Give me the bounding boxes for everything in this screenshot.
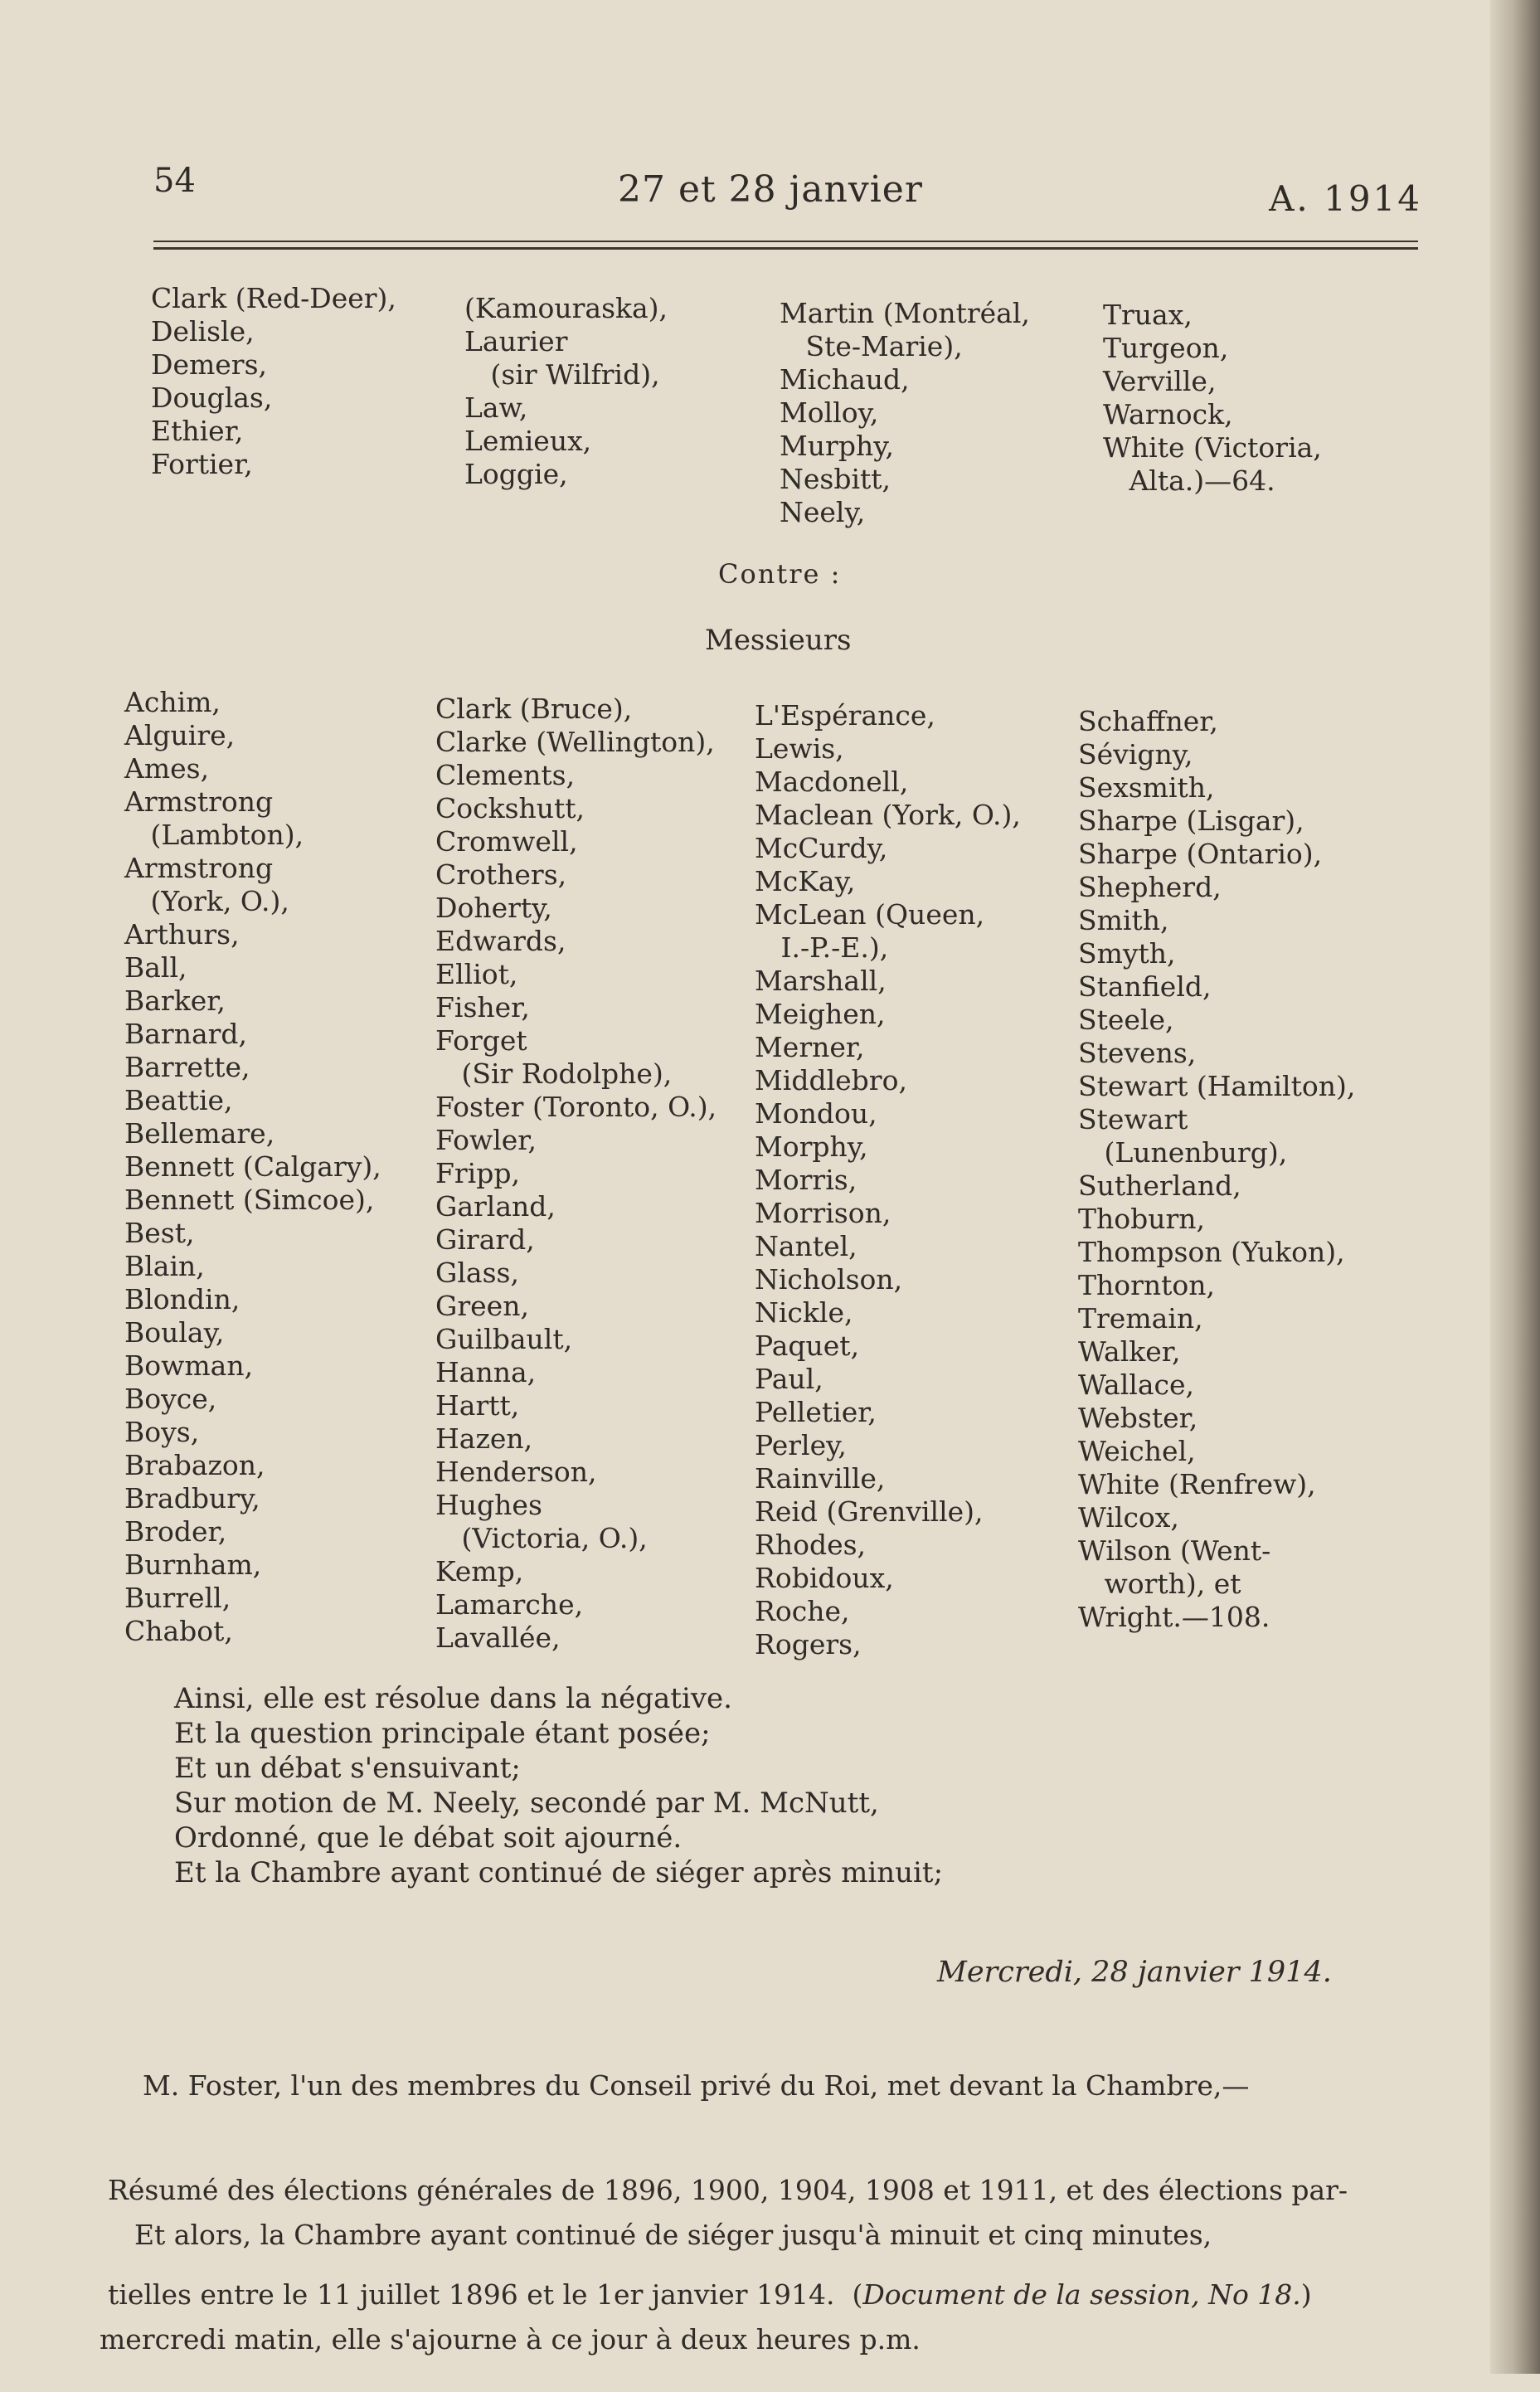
list-item: Verville, bbox=[1103, 365, 1217, 397]
list-item: Weichel, bbox=[1078, 1435, 1196, 1467]
list-item: Blondin, bbox=[124, 1283, 240, 1315]
pour-column-2 bbox=[464, 292, 668, 491]
list-item: Armstrong bbox=[124, 785, 274, 818]
list-item: Smyth, bbox=[1078, 937, 1176, 970]
list-item: Nicholson, bbox=[755, 1263, 903, 1296]
list-item: Molloy, bbox=[780, 396, 879, 429]
list-item: Sévigny, bbox=[1078, 738, 1193, 771]
list-item: White (Renfrew), bbox=[1078, 1468, 1316, 1500]
list-item: Perley, bbox=[755, 1429, 847, 1461]
list-item: Delisle, bbox=[151, 315, 255, 348]
list-item: Marshall, bbox=[755, 965, 887, 997]
list-item: Nesbitt, bbox=[780, 463, 891, 495]
list-item: Kemp, bbox=[435, 1555, 524, 1587]
messieurs-subheading: Messieurs bbox=[705, 624, 852, 657]
list-item: Thompson (Yukon), bbox=[1078, 1236, 1345, 1268]
list-item: Michaud, bbox=[780, 363, 910, 396]
list-item: Lamarche, bbox=[435, 1588, 584, 1621]
list-item: Alguire, bbox=[124, 719, 236, 751]
list-item: Clements, bbox=[435, 759, 576, 791]
list-item: Et un débat s'ensuivant; bbox=[174, 1752, 521, 1785]
year-label: A. 1914 bbox=[1269, 178, 1422, 219]
list-item: Burrell, bbox=[124, 1582, 231, 1614]
list-item: Barnard, bbox=[124, 1018, 248, 1050]
list-item: Robidoux, bbox=[755, 1562, 894, 1594]
list-item: Et la question principale étant posée; bbox=[174, 1717, 711, 1750]
list-item: Sutherland, bbox=[1078, 1169, 1241, 1202]
list-item: Shepherd, bbox=[1078, 871, 1222, 903]
list-item: (Sir Rodolphe), bbox=[435, 1057, 673, 1090]
list-item: Walker, bbox=[1078, 1335, 1181, 1368]
list-item: Blain, bbox=[124, 1250, 205, 1282]
list-item: Wright.—108. bbox=[1078, 1601, 1270, 1633]
contre-column-3 bbox=[755, 699, 1021, 1661]
contre-heading: Contre : bbox=[718, 558, 842, 590]
list-item: Green, bbox=[435, 1290, 529, 1322]
list-item: McLean (Queen, bbox=[755, 898, 985, 931]
list-item: Cockshutt, bbox=[435, 792, 585, 824]
list-item: Lewis, bbox=[755, 732, 844, 765]
foster-line: Résumé des élections générales de 1896, 1900, 1904, 1908 et 1911, et des élections par- bbox=[108, 2174, 1348, 2206]
list-item: Clarke (Wellington), bbox=[435, 726, 715, 758]
list-item: Macdonell, bbox=[755, 766, 909, 798]
list-item: Doherty, bbox=[435, 892, 552, 924]
list-item: (Lunenburg), bbox=[1078, 1136, 1288, 1169]
list-item: Truax, bbox=[1103, 299, 1193, 331]
list-item: Wilson (Went- bbox=[1078, 1534, 1271, 1567]
list-item: Paul, bbox=[755, 1363, 823, 1395]
list-item: Bowman, bbox=[124, 1349, 254, 1382]
list-item: Hanna, bbox=[435, 1356, 537, 1388]
list-item: Stewart bbox=[1078, 1103, 1188, 1135]
list-item: Pelletier, bbox=[755, 1396, 877, 1428]
list-item: Thoburn, bbox=[1078, 1203, 1206, 1235]
list-item: Crothers, bbox=[435, 858, 567, 891]
list-item: Neely, bbox=[780, 496, 866, 528]
list-item: Smith, bbox=[1078, 904, 1169, 936]
list-item: Armstrong bbox=[124, 852, 274, 884]
list-item: Elliot, bbox=[435, 958, 518, 990]
page-number: 54 bbox=[153, 162, 196, 200]
list-item: Ordonné, que le débat soit ajourné. bbox=[174, 1821, 683, 1855]
list-item: Arthurs, bbox=[124, 918, 240, 950]
list-item: Ethier, bbox=[151, 415, 244, 447]
list-item: Turgeon, bbox=[1103, 332, 1229, 364]
list-item: Boulay, bbox=[124, 1316, 225, 1349]
list-item: Garland, bbox=[435, 1190, 556, 1223]
list-item: Nickle, bbox=[755, 1296, 853, 1329]
pour-column-4 bbox=[1103, 299, 1322, 498]
list-item: McKay, bbox=[755, 865, 856, 897]
contre-column-2 bbox=[435, 693, 717, 1655]
list-item: Stanfield, bbox=[1078, 970, 1212, 1003]
list-item: Broder, bbox=[124, 1515, 227, 1548]
list-item: Rogers, bbox=[755, 1628, 862, 1660]
document-reference: Document de la session, No 18. bbox=[862, 2278, 1301, 2311]
list-item: Ainsi, elle est résolue dans la négative. bbox=[174, 1682, 732, 1715]
list-item: Reid (Grenville), bbox=[755, 1495, 984, 1528]
list-item: (York, O.), bbox=[124, 885, 289, 917]
list-item: Lavallée, bbox=[435, 1621, 561, 1654]
list-item: I.-P.-E.), bbox=[755, 931, 889, 964]
foster-line-text: ) bbox=[1300, 2278, 1312, 2311]
list-item: Mondou, bbox=[755, 1097, 877, 1130]
list-item: Bennett (Simcoe), bbox=[124, 1184, 375, 1216]
list-item: Edwards, bbox=[435, 925, 566, 957]
list-item: Rhodes, bbox=[755, 1529, 867, 1561]
list-item: L'Espérance, bbox=[755, 699, 935, 732]
list-item: Bradbury, bbox=[124, 1482, 260, 1514]
list-item: Morphy, bbox=[755, 1130, 868, 1163]
list-item: Tremain, bbox=[1078, 1302, 1203, 1335]
list-item: Sexsmith, bbox=[1078, 771, 1215, 804]
list-item: Demers, bbox=[151, 348, 268, 381]
list-item: Henderson, bbox=[435, 1456, 597, 1488]
list-item: Bellemare, bbox=[124, 1117, 275, 1150]
list-item: Bennett (Calgary), bbox=[124, 1150, 381, 1183]
list-item: Et la Chambre ayant continué de siéger après minuit; bbox=[174, 1856, 944, 1889]
closing-line: mercredi matin, elle s'ajourne à ce jour à deux heures p.m. bbox=[100, 2323, 921, 2356]
list-item: (Lambton), bbox=[124, 819, 304, 851]
list-item: Nantel, bbox=[755, 1230, 857, 1262]
list-item: Sharpe (Ontario), bbox=[1078, 838, 1323, 870]
list-item: (Kamouraska), bbox=[464, 292, 668, 324]
list-item: Fortier, bbox=[151, 448, 253, 480]
list-item: Boyce, bbox=[124, 1383, 217, 1415]
list-item: Fowler, bbox=[435, 1124, 537, 1156]
list-item: Cromwell, bbox=[435, 825, 578, 858]
closing-line: Et alors, la Chambre ayant continué de siéger jusqu'à minuit et cinq minutes, bbox=[100, 2219, 1212, 2251]
list-item: Brabazon, bbox=[124, 1449, 265, 1481]
contre-column-4 bbox=[1078, 705, 1355, 1634]
list-item: Lemieux, bbox=[464, 425, 592, 457]
list-item: Hartt, bbox=[435, 1389, 520, 1422]
date-title: 27 et 28 janvier bbox=[618, 168, 923, 211]
list-item: Ste-Marie), bbox=[780, 330, 963, 362]
list-item: Middlebro, bbox=[755, 1064, 907, 1096]
list-item: Hazen, bbox=[435, 1422, 533, 1455]
list-item: Fisher, bbox=[435, 991, 530, 1023]
list-item: Steele, bbox=[1078, 1004, 1174, 1036]
list-item: (Victoria, O.), bbox=[435, 1522, 648, 1554]
list-item: Stevens, bbox=[1078, 1037, 1197, 1069]
list-item: Meighen, bbox=[755, 998, 886, 1030]
pour-column-1 bbox=[151, 282, 396, 481]
list-item: Paquet, bbox=[755, 1330, 860, 1362]
header-rule bbox=[153, 247, 1418, 250]
pour-column-3 bbox=[780, 297, 1030, 529]
list-item: Warnock, bbox=[1103, 398, 1233, 430]
list-item: Webster, bbox=[1078, 1402, 1198, 1434]
list-item: Morris, bbox=[755, 1164, 857, 1196]
list-item: Best, bbox=[124, 1217, 195, 1249]
list-item: Hughes bbox=[435, 1489, 542, 1521]
list-item: Maclean (York, O.), bbox=[755, 799, 1021, 831]
list-item: Rainville, bbox=[755, 1462, 886, 1495]
list-item: Stewart (Hamilton), bbox=[1078, 1070, 1356, 1102]
list-item: Achim, bbox=[124, 686, 221, 718]
list-item: Law, bbox=[464, 391, 528, 424]
list-item: Chabot, bbox=[124, 1615, 233, 1647]
list-item: Loggie, bbox=[464, 458, 568, 490]
list-item: Morrison, bbox=[755, 1197, 891, 1229]
list-item: Roche, bbox=[755, 1595, 850, 1627]
list-item: Sur motion de M. Neely, secondé par M. McNutt, bbox=[174, 1787, 879, 1820]
list-item: Barrette, bbox=[124, 1051, 250, 1083]
list-item: Wilcox, bbox=[1078, 1501, 1179, 1534]
contre-column-1 bbox=[124, 686, 381, 1648]
list-item: Sharpe (Lisgar), bbox=[1078, 805, 1304, 837]
list-item: Schaffner, bbox=[1078, 705, 1218, 737]
list-item: Beattie, bbox=[124, 1084, 233, 1116]
closing-paragraph bbox=[100, 2148, 1212, 2392]
page-edge-shadow bbox=[1490, 0, 1540, 2374]
list-item: Wallace, bbox=[1078, 1369, 1195, 1401]
list-item: Clark (Bruce), bbox=[435, 693, 633, 725]
list-item: Murphy, bbox=[780, 430, 894, 462]
proceedings-block bbox=[174, 1681, 943, 1890]
list-item: Merner, bbox=[755, 1031, 865, 1063]
list-item: Clark (Red-Deer), bbox=[151, 282, 396, 314]
list-item: White (Victoria, bbox=[1103, 431, 1322, 464]
list-item: Glass, bbox=[435, 1257, 519, 1289]
list-item: Thornton, bbox=[1078, 1269, 1216, 1301]
list-item: Burnham, bbox=[124, 1548, 262, 1581]
list-item: Boys, bbox=[124, 1416, 200, 1448]
list-item: Forget bbox=[435, 1024, 527, 1057]
list-item: Guilbault, bbox=[435, 1323, 573, 1355]
list-item: (sir Wilfrid), bbox=[464, 358, 660, 391]
list-item: Ball, bbox=[124, 951, 187, 984]
page-header bbox=[153, 153, 1422, 220]
header-rule bbox=[153, 241, 1418, 242]
list-item: Foster (Toronto, O.), bbox=[435, 1091, 717, 1123]
list-item: Fripp, bbox=[435, 1157, 520, 1189]
list-item: Alta.)—64. bbox=[1103, 464, 1275, 497]
list-item: worth), et bbox=[1078, 1568, 1241, 1600]
dateline: Mercredi, 28 janvier 1914. bbox=[937, 1956, 1332, 1989]
list-item: Barker, bbox=[124, 985, 226, 1017]
foster-line-text: tielles entre le 11 juillet 1896 et le 1er janvier 1914. ( bbox=[108, 2278, 863, 2311]
foster-line: M. Foster, l'un des membres du Conseil privé du Roi, met devant la Chambre,— bbox=[108, 2069, 1250, 2102]
list-item: Ames, bbox=[124, 752, 210, 785]
list-item: Martin (Montréal, bbox=[780, 297, 1030, 329]
list-item: McCurdy, bbox=[755, 832, 888, 864]
list-item: Douglas, bbox=[151, 382, 273, 414]
list-item: Girard, bbox=[435, 1223, 535, 1256]
list-item: Laurier bbox=[464, 325, 568, 357]
